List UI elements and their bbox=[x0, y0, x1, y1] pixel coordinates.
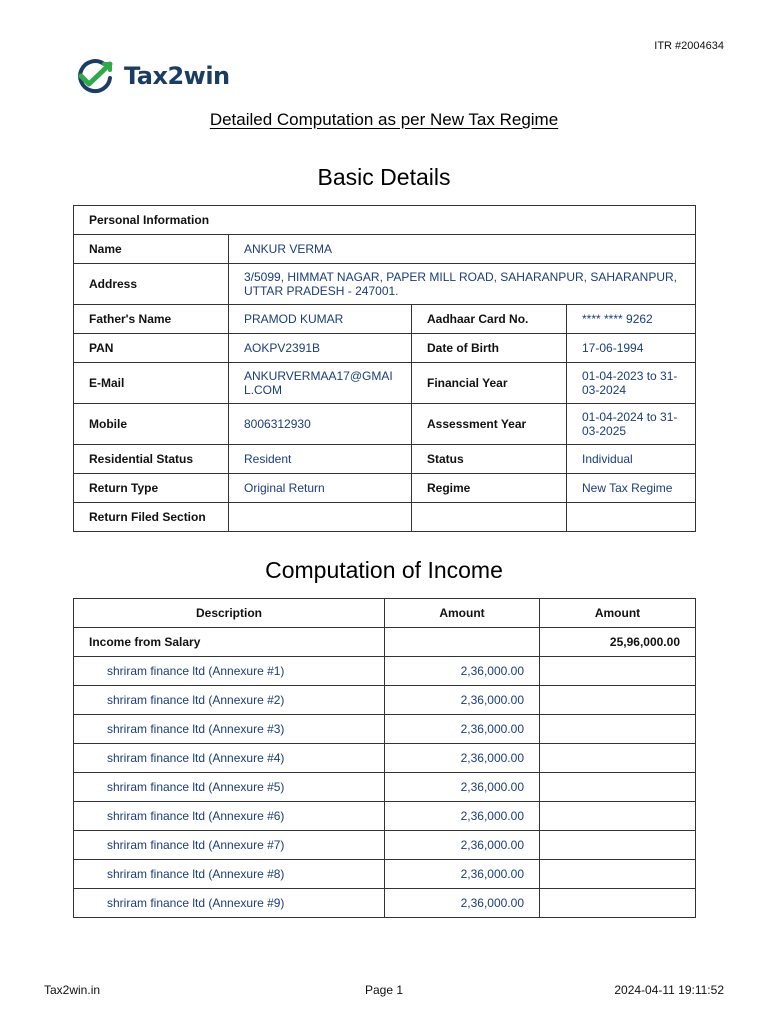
status-value: Individual bbox=[567, 445, 696, 474]
mobile-label: Mobile bbox=[74, 404, 229, 445]
annexure-amount: 2,36,000.00 bbox=[385, 657, 540, 686]
email-value: ANKURVERMAA17@GMAIL.COM bbox=[229, 363, 412, 404]
column-header-amount-total: Amount bbox=[540, 599, 696, 628]
annexure-amount: 2,36,000.00 bbox=[385, 744, 540, 773]
dob-value: 17-06-1994 bbox=[567, 334, 696, 363]
address-value: 3/5099, HIMMAT NAGAR, PAPER MILL ROAD, SAHARANPUR, SAHARANPUR, UTTAR PRADESH - 247001. bbox=[229, 264, 696, 305]
annexure-description: shriram finance ltd (Annexure #2) bbox=[74, 686, 385, 715]
annexure-amount: 2,36,000.00 bbox=[385, 686, 540, 715]
pan-label: PAN bbox=[74, 334, 229, 363]
footer-timestamp: 2024-04-11 19:11:52 bbox=[614, 983, 724, 997]
annexure-description: shriram finance ltd (Annexure #8) bbox=[74, 860, 385, 889]
table-row bbox=[74, 264, 696, 305]
table-row bbox=[74, 206, 696, 235]
annexure-description: shriram finance ltd (Annexure #6) bbox=[74, 802, 385, 831]
annexure-description: shriram finance ltd (Annexure #3) bbox=[74, 715, 385, 744]
annexure-amount: 2,36,000.00 bbox=[385, 831, 540, 860]
empty-cell bbox=[540, 657, 696, 686]
address-label: Address bbox=[74, 264, 229, 305]
table-row bbox=[74, 235, 696, 264]
return-type-value: Original Return bbox=[229, 474, 412, 503]
table-row bbox=[74, 686, 696, 715]
empty-cell bbox=[540, 744, 696, 773]
annexure-description: shriram finance ltd (Annexure #9) bbox=[74, 889, 385, 918]
return-filed-section-value bbox=[229, 503, 412, 532]
computation-of-income-heading: Computation of Income bbox=[265, 557, 503, 583]
table-row bbox=[74, 628, 696, 657]
itr-number: ITR #2004634 bbox=[654, 40, 724, 52]
annexure-description: shriram finance ltd (Annexure #1) bbox=[74, 657, 385, 686]
computation-of-income-table bbox=[73, 598, 696, 918]
assessment-year-label: Assessment Year bbox=[412, 404, 567, 445]
annexure-description: shriram finance ltd (Annexure #7) bbox=[74, 831, 385, 860]
table-row bbox=[74, 474, 696, 503]
email-label: E-Mail bbox=[74, 363, 229, 404]
annexure-amount: 2,36,000.00 bbox=[385, 773, 540, 802]
aadhaar-value: **** **** 9262 bbox=[567, 305, 696, 334]
footer-site: Tax2win.in bbox=[44, 983, 101, 997]
table-row bbox=[74, 445, 696, 474]
document-title bbox=[0, 110, 768, 130]
return-filed-section-label: Return Filed Section bbox=[74, 503, 229, 532]
table-row bbox=[74, 305, 696, 334]
empty-cell bbox=[385, 628, 540, 657]
empty-cell bbox=[540, 802, 696, 831]
empty-cell bbox=[567, 503, 696, 532]
tax2win-logo-icon bbox=[74, 58, 118, 94]
annexure-amount: 2,36,000.00 bbox=[385, 802, 540, 831]
table-row bbox=[74, 503, 696, 532]
status-label: Status bbox=[412, 445, 567, 474]
table-row bbox=[74, 657, 696, 686]
table-row bbox=[74, 860, 696, 889]
column-header-description: Description bbox=[74, 599, 385, 628]
empty-cell bbox=[540, 686, 696, 715]
assessment-year-value: 01-04-2024 to 31-03-2025 bbox=[567, 404, 696, 445]
tax2win-logo bbox=[74, 58, 230, 94]
document-title-text: Detailed Computation as per New Tax Regime bbox=[209, 110, 559, 129]
regime-label: Regime bbox=[412, 474, 567, 503]
basic-details-heading: Basic Details bbox=[317, 164, 451, 190]
logo-text: Tax2win bbox=[124, 62, 230, 90]
return-type-label: Return Type bbox=[74, 474, 229, 503]
empty-cell bbox=[412, 503, 567, 532]
table-row bbox=[74, 715, 696, 744]
table-row bbox=[74, 363, 696, 404]
column-header-amount: Amount bbox=[385, 599, 540, 628]
name-value: ANKUR VERMA bbox=[229, 235, 696, 264]
annexure-amount: 2,36,000.00 bbox=[385, 889, 540, 918]
basic-details-table bbox=[73, 205, 696, 532]
financial-year-value: 01-04-2023 to 31-03-2024 bbox=[567, 363, 696, 404]
father-name-value: PRAMOD KUMAR bbox=[229, 305, 412, 334]
financial-year-label: Financial Year bbox=[412, 363, 567, 404]
table-row bbox=[74, 802, 696, 831]
table-row bbox=[74, 404, 696, 445]
regime-value: New Tax Regime bbox=[567, 474, 696, 503]
pan-value: AOKPV2391B bbox=[229, 334, 412, 363]
mobile-value: 8006312930 bbox=[229, 404, 412, 445]
annexure-description: shriram finance ltd (Annexure #5) bbox=[74, 773, 385, 802]
personal-information-label: Personal Information bbox=[74, 206, 696, 235]
income-from-salary-total: 25,96,000.00 bbox=[540, 628, 696, 657]
name-label: Name bbox=[74, 235, 229, 264]
table-row bbox=[74, 334, 696, 363]
empty-cell bbox=[540, 889, 696, 918]
table-header-row bbox=[74, 599, 696, 628]
residential-status-value: Resident bbox=[229, 445, 412, 474]
father-name-label: Father's Name bbox=[74, 305, 229, 334]
table-row bbox=[74, 744, 696, 773]
annexure-amount: 2,36,000.00 bbox=[385, 860, 540, 889]
empty-cell bbox=[540, 860, 696, 889]
annexure-description: shriram finance ltd (Annexure #4) bbox=[74, 744, 385, 773]
footer-page-number: Page 1 bbox=[364, 983, 404, 997]
income-from-salary-label: Income from Salary bbox=[74, 628, 385, 657]
table-row bbox=[74, 889, 696, 918]
empty-cell bbox=[540, 773, 696, 802]
table-row bbox=[74, 773, 696, 802]
aadhaar-label: Aadhaar Card No. bbox=[412, 305, 567, 334]
empty-cell bbox=[540, 831, 696, 860]
residential-status-label: Residential Status bbox=[74, 445, 229, 474]
table-row bbox=[74, 831, 696, 860]
annexure-amount: 2,36,000.00 bbox=[385, 715, 540, 744]
empty-cell bbox=[540, 715, 696, 744]
dob-label: Date of Birth bbox=[412, 334, 567, 363]
